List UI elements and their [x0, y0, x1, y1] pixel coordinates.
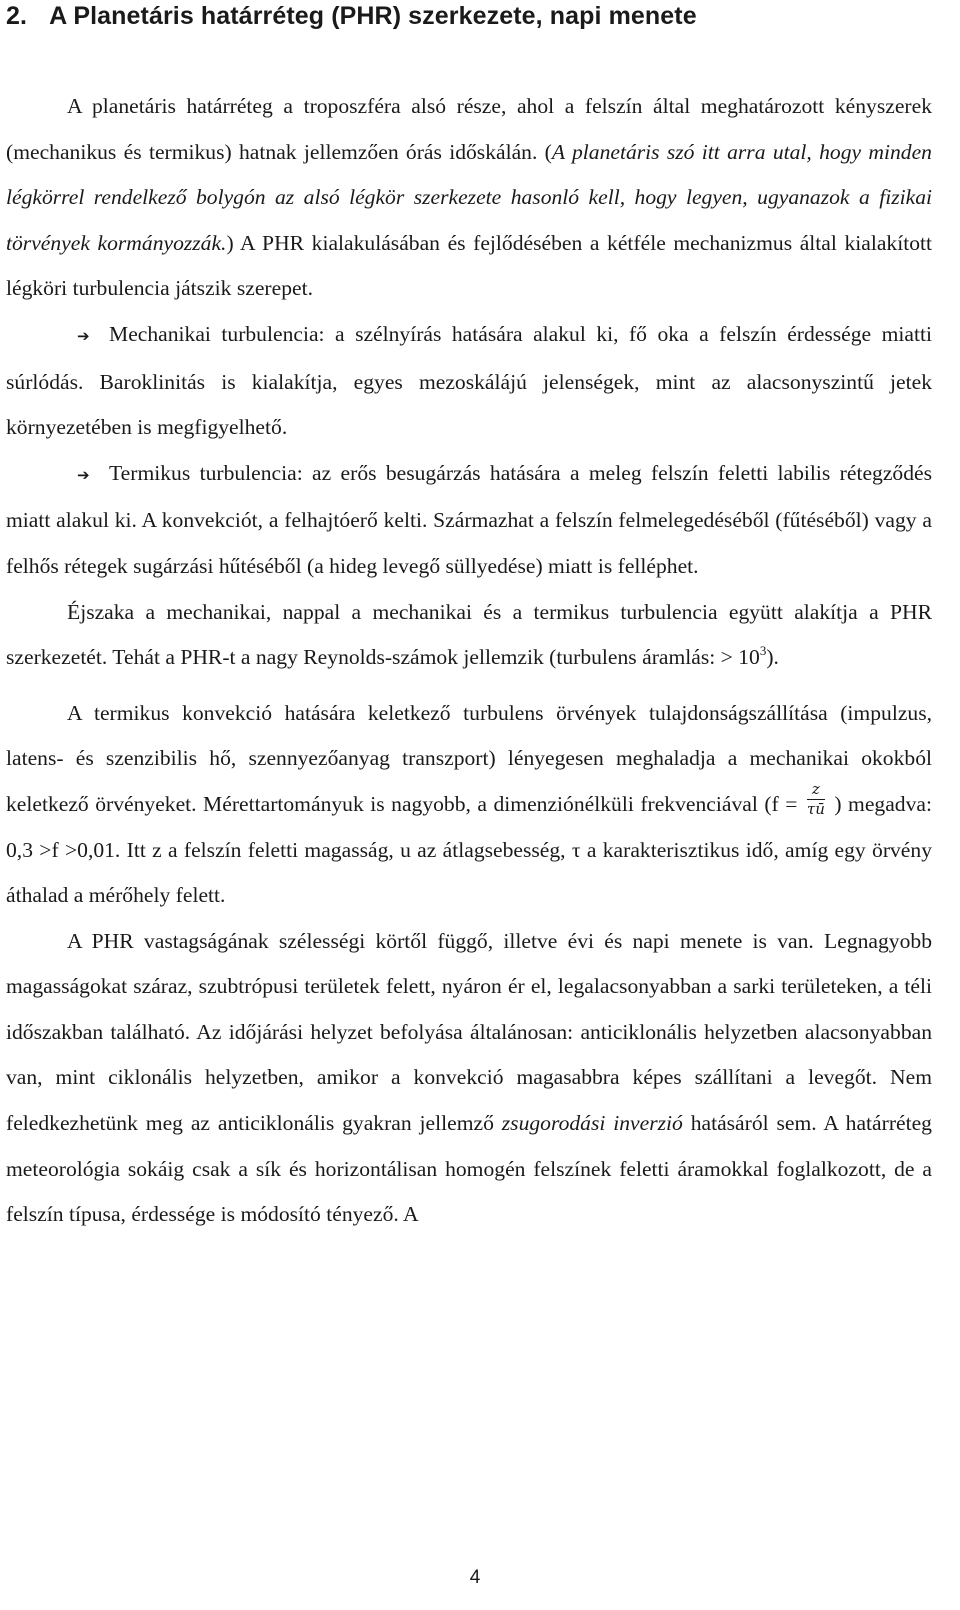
paragraph-phr-thickness	[6, 919, 932, 1238]
bullet-text: Termikus turbulencia: az erős besugárzás hatására a meleg felszín feletti labilis rétegződés miatt alakul ki. A konvekciót, a felhajtóerő kelti. Származhat a felszín felmelegedéséből (fűtéséből) vagy a felhős rétegek sugárzási hűtéséből (a hideg levegő süllyedése) miatt is felléphet.	[6, 460, 932, 578]
fraction-denominator: τū	[806, 800, 825, 819]
italic-note: A planetáris szó itt arra utal, hogy minden légkörrel rendelkező bolygón az alsó légkör szerkezete hasonló kell, hogy legyen, ugyanazok a fizikai törvények kormányozzák.	[6, 139, 932, 255]
paragraph-text: A planetáris határréteg a troposzféra alsó része, ahol a felszín által meghatározott kényszerek (mechanikus és termikus) hatnak jellemzően órás időskálán. (	[6, 94, 932, 164]
bullet-thermal-turbulence	[6, 451, 932, 590]
body-text	[6, 84, 932, 1238]
paragraph-text: hatásáról sem. A határréteg meteorológia sokáig csak a sík és horizontálisan homogén felszínek feletti áramokkal foglalkozott, de a felszín típusa, érdessége is módosító tényező. A	[6, 1111, 932, 1227]
paragraph-thermal-convection	[6, 691, 932, 919]
page-number: 4	[469, 1567, 481, 1588]
paragraph-text: A termikus konvekció hatására keletkező turbulens örvények tulajdonságszállítása (impulzus, latens- és szenzibilis hő, szennyezőanyag transzport) lényegesen meghaladja a mechanikai okokból keletkező örvényeket. Mérettartományuk is nagyobb, a dimenziónélküli frekvenciával (f =	[6, 700, 932, 816]
fraction-numerator: z	[807, 782, 825, 800]
paragraph-definition	[6, 84, 932, 312]
bullet-mechanical-turbulence	[6, 312, 932, 451]
bullet-text: Mechanikai turbulencia: a szélnyírás hatására alakul ki, fő oka a felszín érdessége miatti súrlódás. Baroklinitás is kialakítja, egyes mezoskálájú jelenségek, mint az alacsonyszintű jetek környezetében is megfigyelhető.	[6, 321, 932, 440]
arrow-right-icon: ➔	[77, 465, 90, 484]
italic-term: zsugorodási inverzió	[501, 1111, 683, 1136]
paragraph-text: Éjszaka a mechanikai, nappal a mechanikai és a termikus turbulencia együtt alakítja a PHR szerkezetét. Tehát a PHR-t a nagy Reynolds-számok jellemzik (turbulens áramlás: > 10	[6, 599, 932, 670]
section-number: 2.	[6, 2, 28, 30]
section-title: A Planetáris határréteg (PHR) szerkezete, napi menete	[49, 2, 697, 30]
section-heading	[6, 2, 697, 31]
paragraph-text: ).	[766, 645, 779, 670]
frequency-fraction	[807, 782, 825, 817]
paragraph-text: A PHR vastagságának szélességi körtől függő, illetve évi és napi menete is van. Legnagyobb magasságokat száraz, szubtrópusi területek felett, nyáron ér el, legalacsonyabban a sarki területeken, a téli időszakban található. Az időjárási helyzet befolyása általánosan: anticiklonális helyzetben alacsonyabban van, mint ciklonális helyzetben, amikor a konvekció magasabbra képes szállítani a levegőt. Nem feledkezhetünk meg az anticiklonális gyakran jellemző	[6, 928, 932, 1136]
arrow-right-icon: ➔	[77, 326, 90, 345]
paragraph-day-night	[6, 590, 932, 681]
superscript-exponent: 3	[759, 643, 767, 659]
paragraph-text: ) megadva: 0,3 >f >0,01. Itt z a felszín feletti magasság, u az átlagsebesség, τ a karakterisztikus idő, amíg egy örvény áthalad a mérőhely felett.	[6, 791, 932, 908]
paragraph-text: ) A PHR kialakulásában és fejlődésében a kétféle mechanizmus által kialakított légköri turbulencia játszik szerepet.	[6, 230, 933, 301]
